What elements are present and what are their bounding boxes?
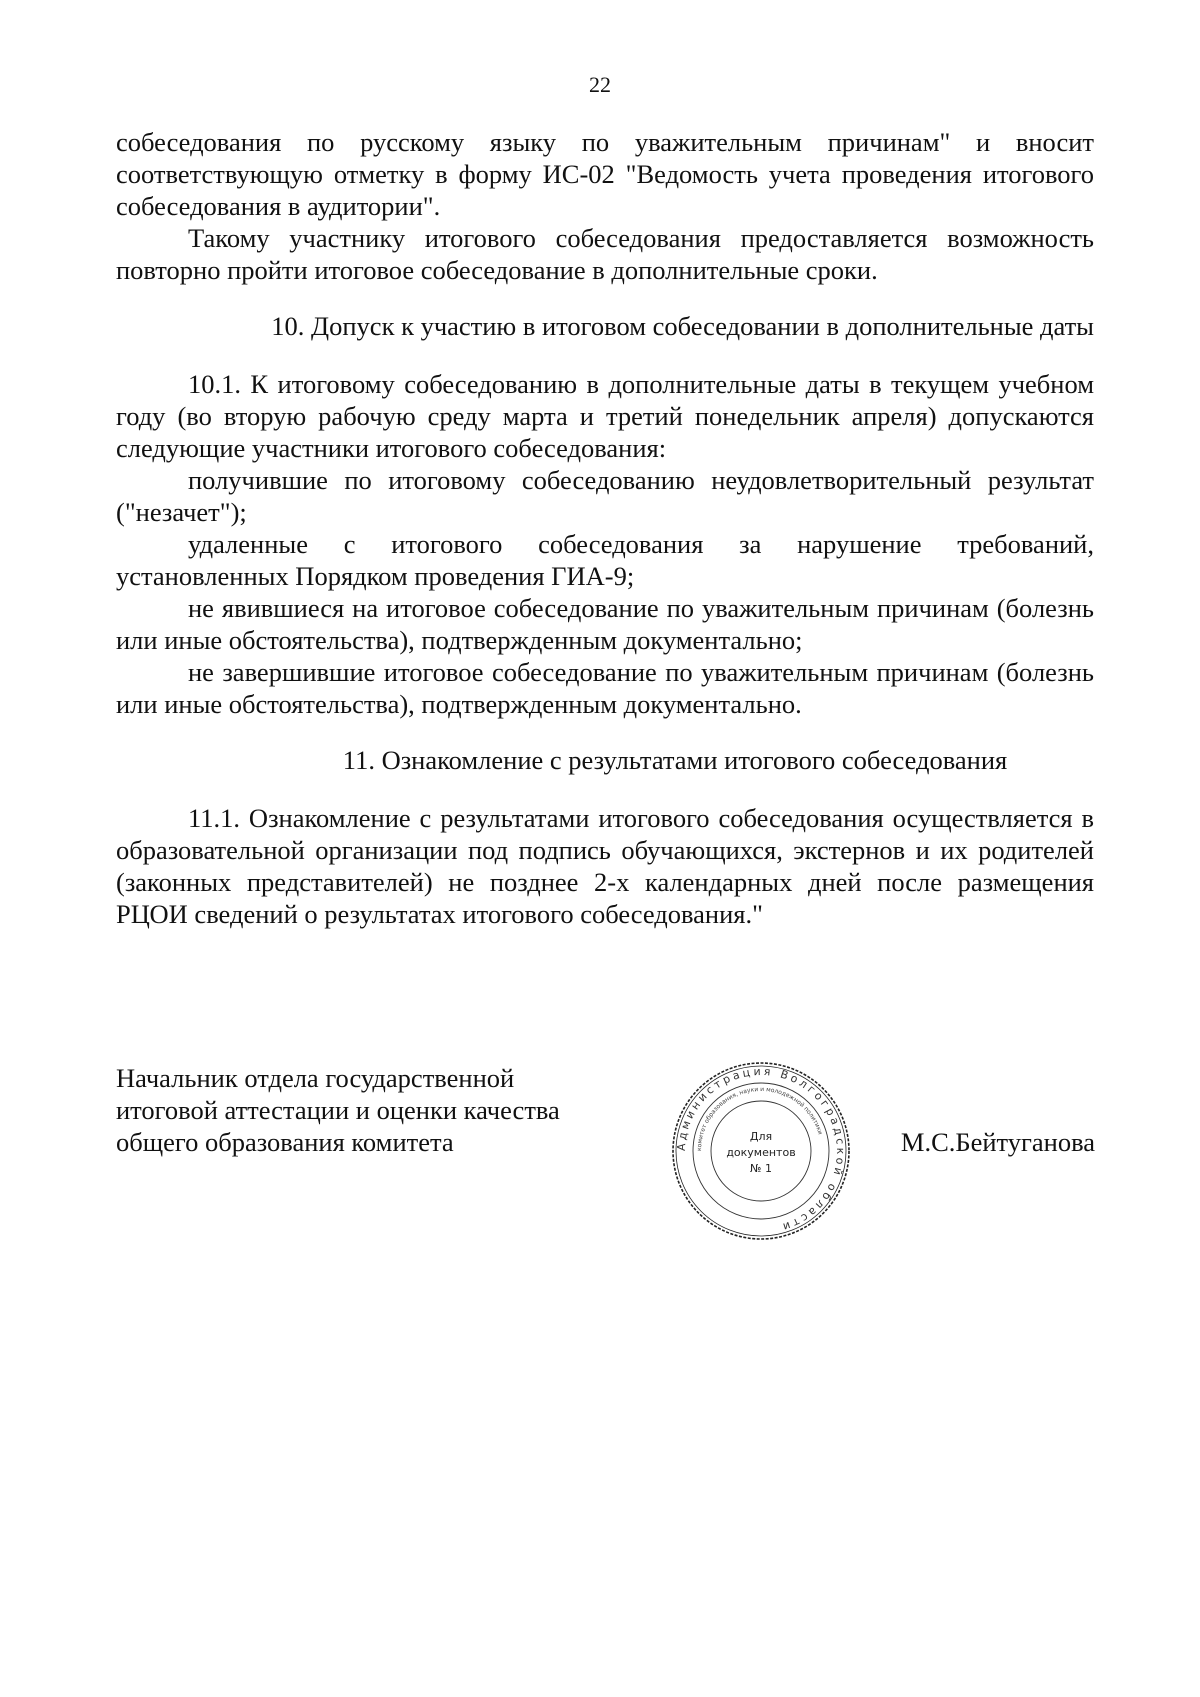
- stamp-center-line: документов: [726, 1146, 796, 1159]
- page-number: 22: [589, 72, 611, 97]
- stamp-outer-text: Администрация Волгоградской области: [674, 1064, 848, 1235]
- section-10-list-item: удаленные с итогового собеседования за нарушение требований, установленных Порядком проведения ГИА-9;: [116, 529, 1094, 591]
- section-10-list-item: не явившиеся на итоговое собеседование по уважительным причинам (болезнь или иные обстоятельства), подтвержденным документально;: [116, 593, 1094, 655]
- signatory-title-line: общего образования комитета: [116, 1127, 454, 1157]
- signatory-title-line: итоговой аттестации и оценки качества: [116, 1095, 560, 1125]
- section-10-heading: 10. Допуск к участию в итоговом собеседовании в дополнительные даты: [271, 311, 1094, 341]
- section-11-paragraph: 11.1. Ознакомление с результатами итогового собеседования осуществляется в образовательной организации под подпись обучающихся, экстернов и их родителей (законных представителей) не позднее 2-х календарных дней после размещения РЦОИ сведений о результатах итогового собеседования.": [116, 803, 1094, 929]
- signatory-name: М.С.Бейтуганова: [900, 1127, 1095, 1157]
- official-seal-stamp: [668, 1058, 854, 1244]
- section-11-heading: 11. Ознакомление с результатами итогового собеседования: [342, 745, 1008, 775]
- paragraph-retake: Такому участнику итогового собеседования предоставляется возможность повторно пройти итоговое собеседование в дополнительные сроки.: [116, 223, 1094, 285]
- section-10-list-item: получившие по итоговому собеседованию неудовлетворительный результат ("незачет");: [116, 465, 1094, 527]
- paragraph-continuation: собеседования по русскому языку по уважительным причинам" и вносит соответствующую отметку в форму ИС-02 "Ведомость учета проведения итогового собеседования в аудитории".: [116, 127, 1094, 221]
- signatory-title: [116, 1062, 560, 1158]
- document-body: [116, 126, 1094, 930]
- stamp-inner-text: комитет образования, науки и молодежной политики: [695, 1085, 824, 1152]
- signatory-title-line: Начальник отдела государственной: [116, 1063, 515, 1093]
- stamp-center-line: Для: [749, 1130, 773, 1143]
- section-10-paragraph: 10.1. К итоговому собеседованию в дополнительные даты в текущем учебном году (во вторую рабочую среду марта и третий понедельник апреля) допускаются следующие участники итогового собеседования:: [116, 369, 1094, 463]
- stamp-center-line: № 1: [750, 1162, 772, 1175]
- section-10-list-item: не завершившие итоговое собеседование по уважительным причинам (болезнь или иные обстоятельства), подтвержденным документально.: [116, 657, 1094, 719]
